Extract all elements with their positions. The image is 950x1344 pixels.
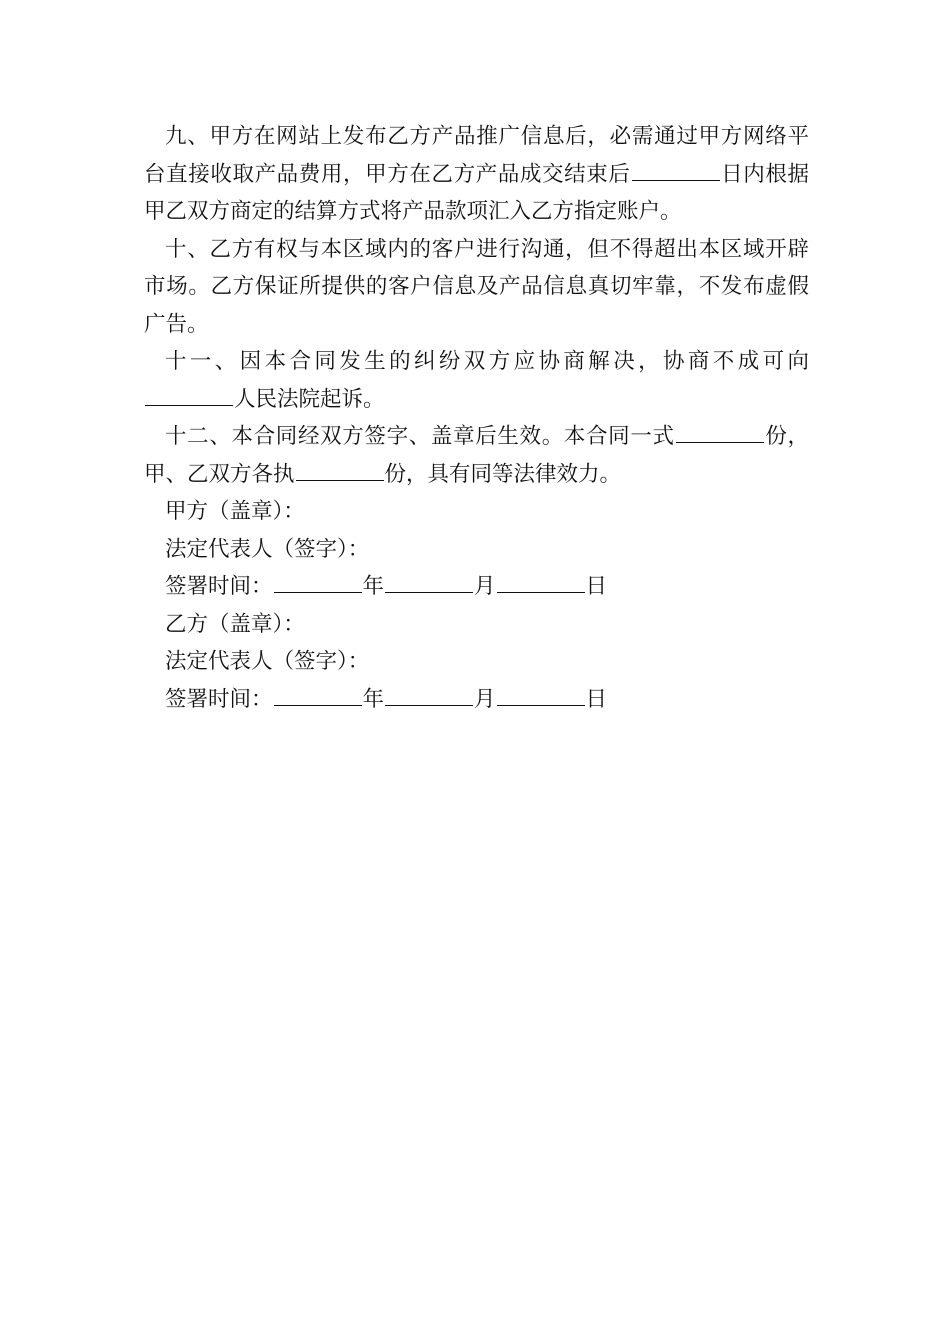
party-a-year-blank[interactable] <box>274 568 362 593</box>
party-a-month-blank[interactable] <box>385 568 473 593</box>
party-a-date-label: 签署时间： <box>165 574 273 599</box>
clause-12-text-b: 份，甲、乙双方各执 <box>144 424 809 487</box>
copies-each-blank[interactable] <box>296 456 384 481</box>
party-a-day-blank[interactable] <box>497 568 585 593</box>
party-b-year-blank[interactable] <box>274 681 362 706</box>
clause-12 <box>144 418 809 493</box>
party-a-seal-line <box>144 493 809 531</box>
court-name-blank[interactable] <box>145 381 233 406</box>
settlement-days-blank[interactable] <box>632 156 720 181</box>
clause-11-text-b: 人民法院起诉。 <box>234 386 385 412</box>
clause-10 <box>144 231 809 344</box>
party-a-representative-label: 法定代表人（签字）： <box>165 536 370 562</box>
party-b-day-label: 日 <box>585 686 608 712</box>
party-a-date-line <box>144 568 809 606</box>
contract-body <box>144 118 809 718</box>
party-a-signature-block <box>144 493 809 606</box>
party-a-month-label: 月 <box>474 574 496 599</box>
clause-11-text-a: 十一、因本合同发生的纠纷双方应协商解决，协商不成可向 <box>165 349 809 374</box>
party-b-seal-line <box>144 606 809 644</box>
party-b-seal-label: 乙方（盖章）： <box>165 611 305 637</box>
copies-total-blank[interactable] <box>676 418 764 443</box>
clause-11 <box>144 343 809 418</box>
party-a-year-label: 年 <box>362 574 385 599</box>
clause-10-text: 十、乙方有权与本区域内的客户进行沟通，但不得超出本区域开辟市场。乙方保证所提供的客户信息及产品信息真切牢靠，不发布虚假广告。 <box>144 236 809 337</box>
party-b-month-blank[interactable] <box>385 681 473 706</box>
party-b-month-label: 月 <box>474 686 496 712</box>
party-a-day-label: 日 <box>585 574 608 599</box>
clause-12-text-a: 十二、本合同经双方签字、盖章后生效。本合同一式 <box>165 424 675 449</box>
clause-9-text-b: 日内根据甲乙双方商定的结算方式将产品款项汇入乙方指定账户。 <box>144 161 809 224</box>
clause-12-text-c: 份，具有同等法律效力。 <box>384 461 622 487</box>
party-b-day-blank[interactable] <box>497 681 585 706</box>
party-b-representative-label: 法定代表人（签字）： <box>165 649 370 674</box>
party-a-seal-label: 甲方（盖章）： <box>165 499 305 524</box>
clause-9 <box>144 118 809 231</box>
party-b-representative-line <box>144 643 809 681</box>
party-a-representative-line <box>144 531 809 569</box>
clause-9-text-a: 九、甲方在网站上发布乙方产品推广信息后，必需通过甲方网络平台直接收取产品费用，甲方在乙方产品成交结束后 <box>144 124 809 187</box>
party-b-date-line <box>144 681 809 719</box>
party-b-date-label: 签署时间： <box>165 686 273 712</box>
party-b-signature-block <box>144 606 809 719</box>
party-b-year-label: 年 <box>362 686 385 712</box>
